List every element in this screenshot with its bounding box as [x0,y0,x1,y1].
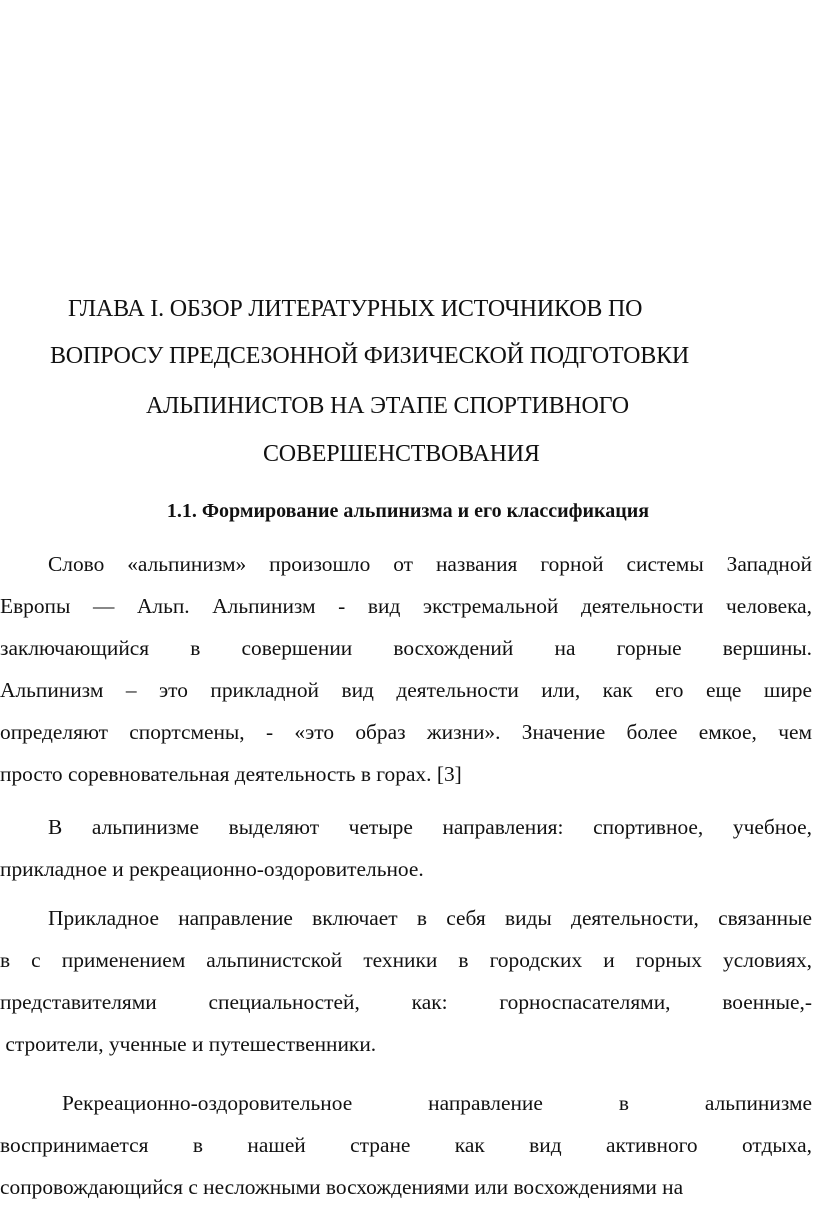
paragraph-4 [0,1082,816,1208]
chapter-heading-line-3: АЛЬПИНИСТОВ НА ЭТАПЕ СПОРТИВНОГО [146,393,629,419]
paragraph-1 [0,543,816,795]
paragraph-line: сопровождающийся с несложными восхождениями или восхождениями на [0,1175,684,1199]
chapter-heading-line-1: ГЛАВА I. ОБЗОР ЛИТЕРАТУРНЫХ ИСТОЧНИКОВ ПО [68,296,643,322]
paragraph-line: Слово «альпинизм» произошло от названия горной системы Западной [48,552,812,576]
paragraph-line: в с применением альпинистской техники в городских и горных условиях, [0,948,812,972]
paragraph-line: строители, ученные и путешественники. [0,1032,377,1056]
paragraph-2 [0,806,816,890]
paragraph-line: Рекреационно-оздоровительное направление в альпинизме [62,1091,812,1115]
paragraph-line: прикладное и рекреационно-оздоровительное. [0,857,424,881]
section-title: 1.1. Формирование альпинизма и его классификация [166,500,650,522]
paragraph-line: просто соревновательная деятельность в горах. [3] [0,762,462,786]
paragraph-line: заключающийся в совершении восхождений на горные вершины. [0,636,812,660]
paragraph-line: Альпинизм – это прикладной вид деятельности или, как его еще шире [0,678,812,702]
paragraph-line: Прикладное направление включает в себя виды деятельности, связанные [48,906,812,930]
chapter-heading-line-4: СОВЕРШЕНСТВОВАНИЯ [263,441,540,467]
chapter-heading-line-2: ВОПРОСУ ПРЕДСЕЗОННОЙ ФИЗИЧЕСКОЙ ПОДГОТОВКИ [50,343,690,369]
paragraph-3 [0,897,816,1065]
paragraph-line: представителями специальностей, как: горноспасателями, военные,- [0,990,812,1014]
paragraph-line: воспринимается в нашей стране как вид активного отдыха, [0,1133,812,1157]
paragraph-line: определяют спортсмены, - «это образ жизни». Значение более емкое, чем [0,720,812,744]
paragraph-line: В альпинизме выделяют четыре направления: спортивное, учебное, [48,815,812,839]
paragraph-line: Европы — Альп. Альпинизм - вид экстремальной деятельности человека, [0,594,812,618]
